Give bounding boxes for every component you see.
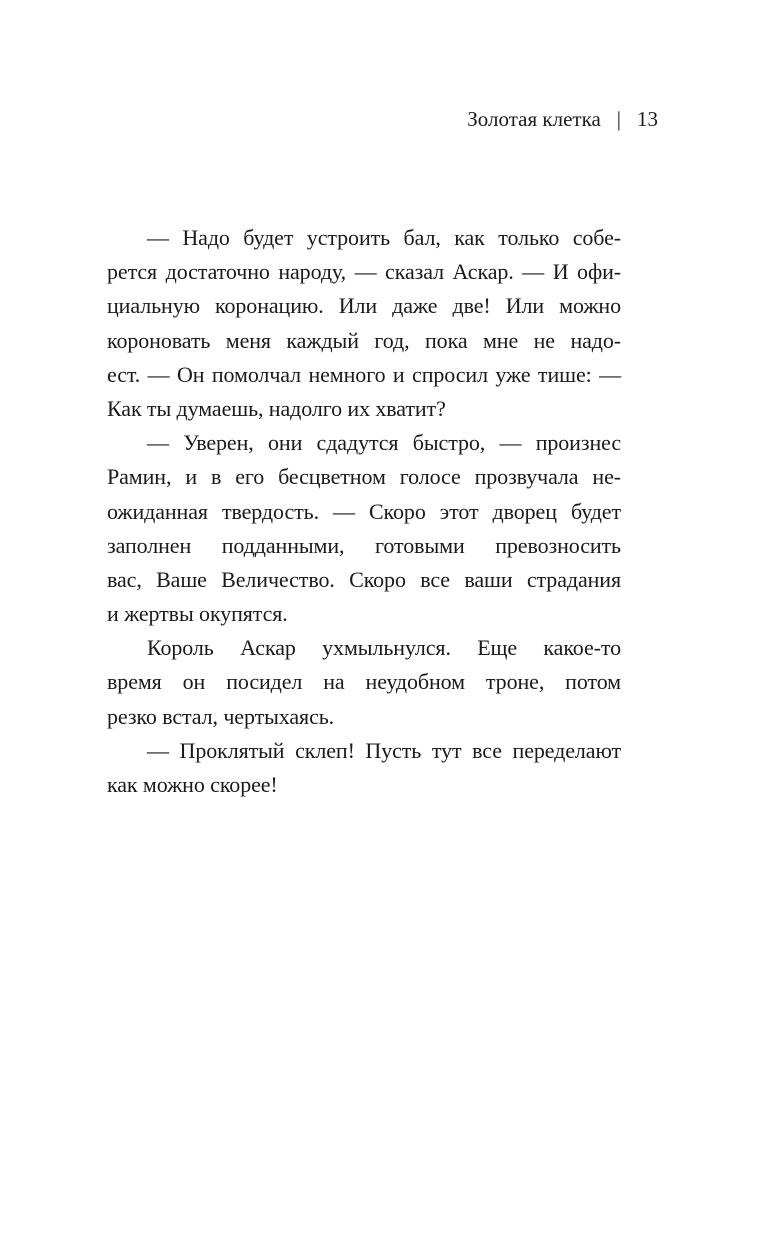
- text-line: ожиданная твердость. — Скоро этот дворец будет: [107, 498, 621, 524]
- text-line: вас, Ваше Величество. Скоро все ваши страдания: [107, 566, 621, 592]
- text-line: — Уверен, они сдадутся быстро, — произнес: [147, 430, 621, 456]
- text-line: как можно скорее!: [107, 772, 278, 797]
- text-line: — Проклятый склеп! Пусть тут все переделают: [147, 737, 621, 763]
- text-line: резко встал, чертыхаясь.: [107, 703, 335, 729]
- page-number: 13: [637, 107, 658, 131]
- header-separator: |: [616, 107, 621, 131]
- text-line: Рамин, и в его бесцветном голосе прозвучала не-: [107, 464, 621, 490]
- text-line: заполнен подданными, готовыми превозносить: [107, 532, 621, 558]
- text-line: время он посидел на неудобном троне, потом: [107, 669, 621, 695]
- body-text: [107, 221, 621, 802]
- book-title: Золотая клетка: [467, 107, 601, 131]
- text-line: Король Аскар ухмыльнулся. Еще какое-то: [147, 635, 621, 661]
- text-line: и жертвы окупятся.: [107, 601, 288, 627]
- text-line: циальную коронацию. Или даже две! Или можно: [107, 293, 621, 319]
- text-line: рется достаточно народу, — сказал Аскар. — И офи-: [107, 259, 621, 285]
- text-line: — Надо будет устроить бал, как только собе-: [147, 225, 621, 250]
- text-line: ест. — Он помолчал немного и спросил уже тише: —: [107, 361, 621, 387]
- running-head: [467, 106, 658, 132]
- text-line: Как ты думаешь, надолго их хватит?: [107, 395, 446, 421]
- text-line: короновать меня каждый год, пока мне не надо-: [107, 327, 621, 353]
